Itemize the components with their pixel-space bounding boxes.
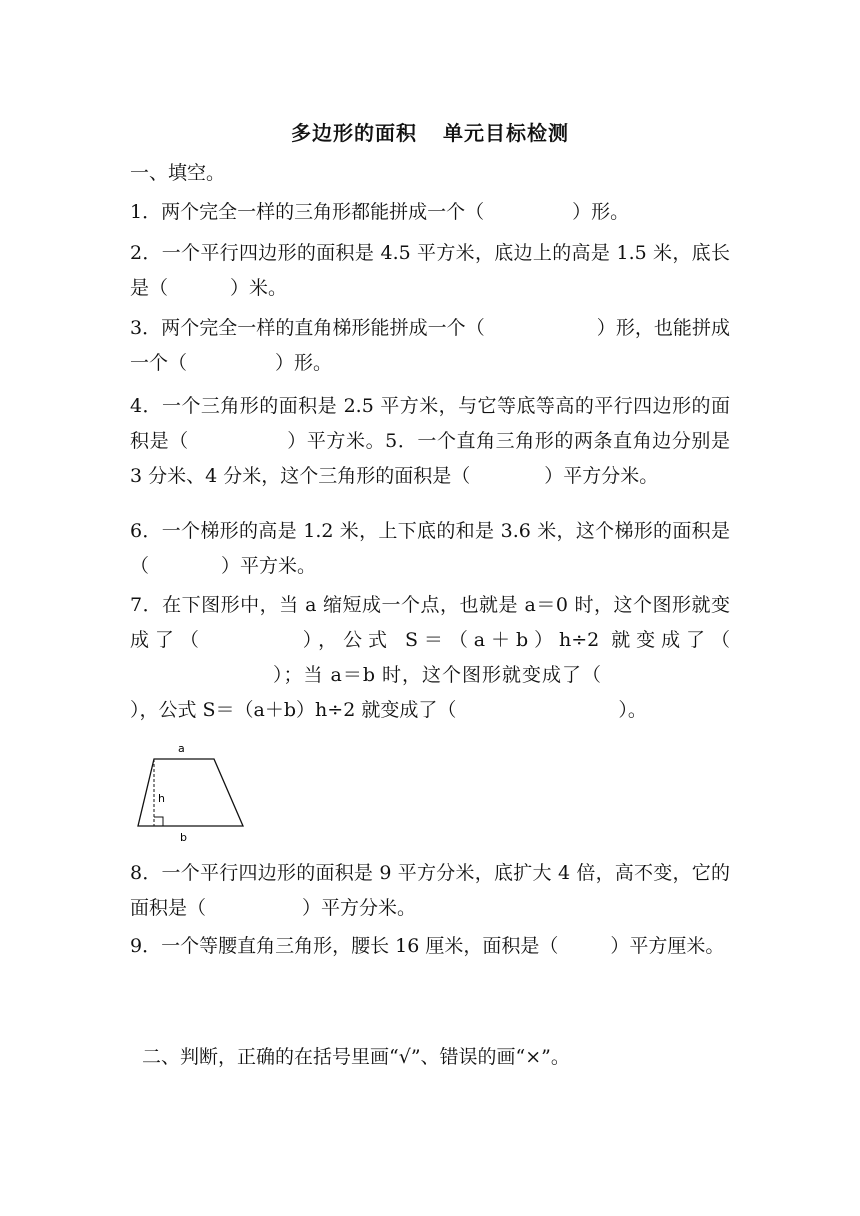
question-2: 2．一个平行四边形的面积是 4.5 平方米，底边上的高是 1.5 米，底长是（ ）米。 bbox=[130, 242, 730, 299]
question-4-5: 4．一个三角形的面积是 2.5 平方米，与它等底等高的平行四边形的面积是（ ）平方米。5．一个直角三角形的两条直角边分别是 3 分米、4 分米，这个三角形的面积是（ ）平方分米。 bbox=[130, 395, 730, 487]
title-part-1: 多边形的面积 bbox=[291, 121, 417, 145]
section-heading-fill: 一、填空。 bbox=[130, 162, 226, 184]
trapezoid-figure bbox=[130, 738, 250, 848]
question-6: 6．一个梯形的高是 1.2 米，上下底的和是 3.6 米，这个梯形的面积是（ ）平方米。 bbox=[130, 520, 730, 577]
title-part-2: 单元目标检测 bbox=[443, 121, 569, 145]
question-9: 9．一个等腰直角三角形，腰长 16 厘米，面积是（ ）平方厘米。 bbox=[130, 935, 725, 957]
section-heading-judge: 二、判断，正确的在括号里画“√”、错误的画“×”。 bbox=[142, 1046, 570, 1068]
question-3: 3．两个完全一样的直角梯形能拼成一个（ ）形，也能拼成一个（ ）形。 bbox=[130, 317, 730, 374]
right-angle-mark bbox=[154, 817, 163, 826]
label-a: a bbox=[178, 742, 185, 755]
question-7: 7．在下图形中，当 a 缩短成一个点，也就是 a＝0 时，这个图形就变成了（ ），公式 S＝（a＋b）h÷2 就变成了（）；当 a＝b 时，这个图形就变成了（），公式 S＝（a＋b）h÷2 就变成了（ ）。 bbox=[130, 594, 730, 721]
label-b: b bbox=[180, 831, 187, 844]
question-1: 1．两个完全一样的三角形都能拼成一个（ ）形。 bbox=[130, 201, 630, 223]
label-h: h bbox=[158, 792, 165, 805]
page-title bbox=[0, 117, 860, 146]
question-8: 8．一个平行四边形的面积是 9 平方分米，底扩大 4 倍，高不变，它的面积是（ ）平方分米。 bbox=[130, 862, 730, 919]
